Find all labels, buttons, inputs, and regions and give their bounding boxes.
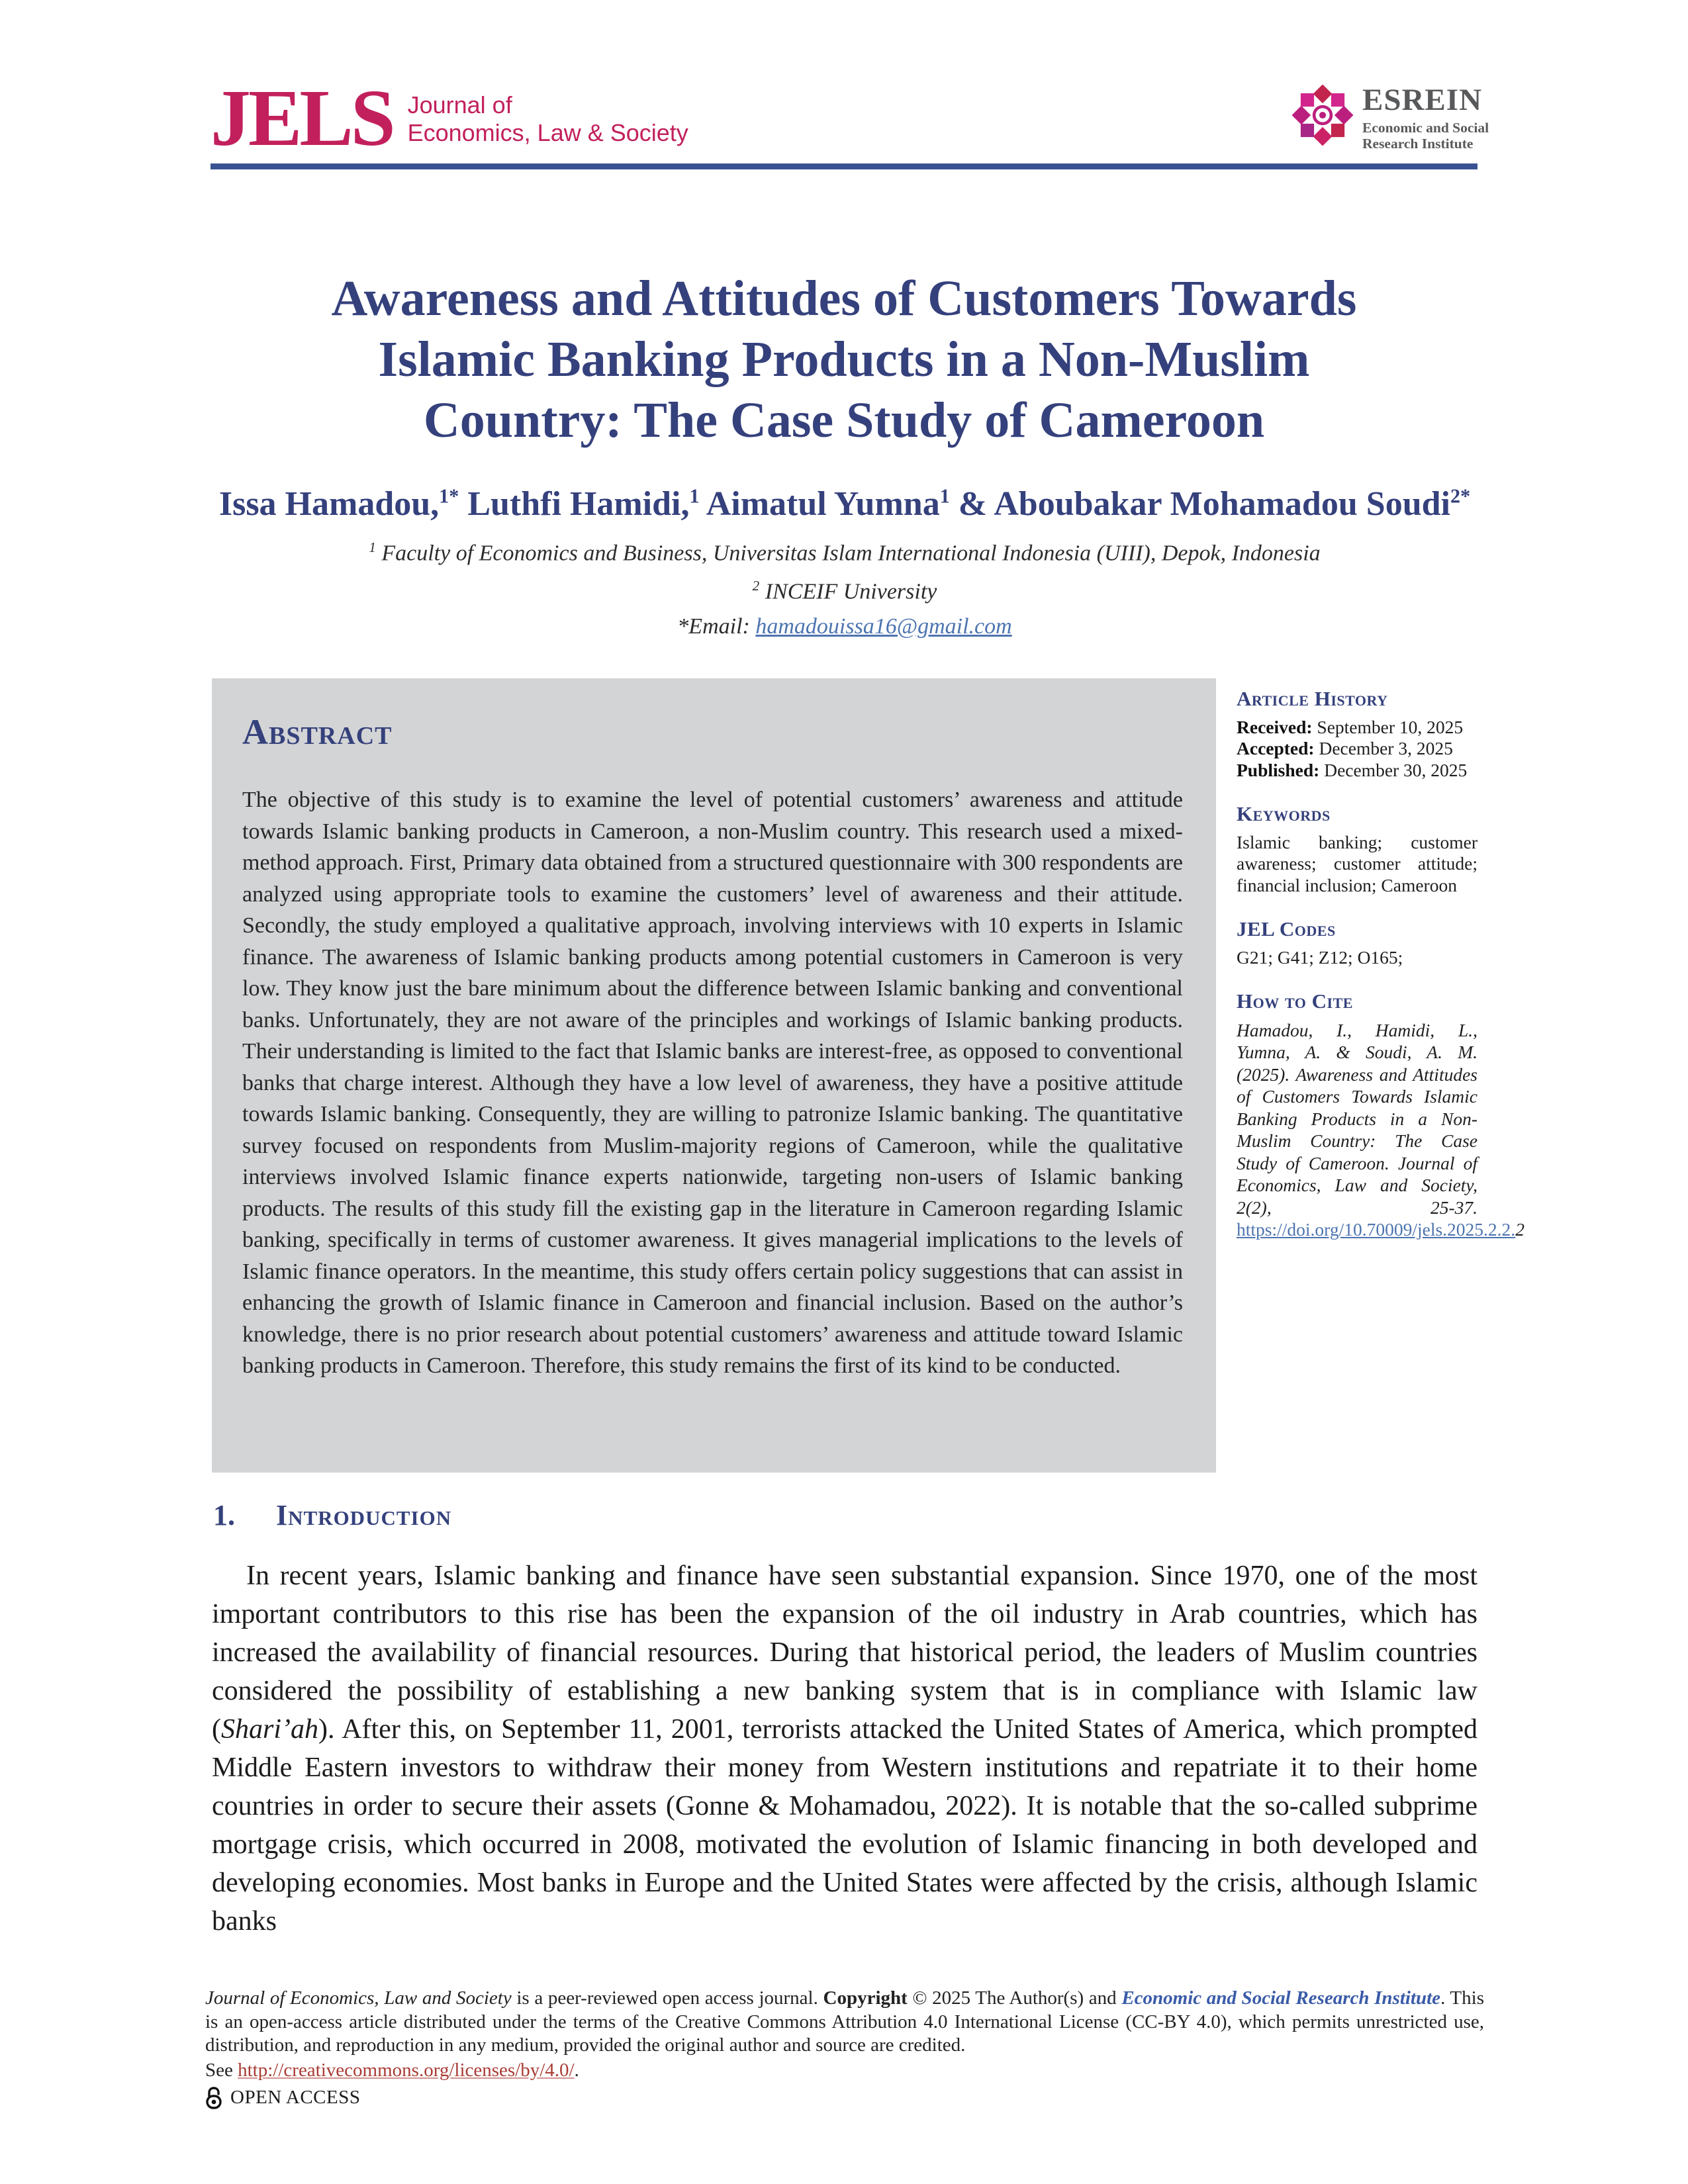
license-line: See http://creativecommons.org/licenses/by/4.0/.: [205, 2059, 579, 2081]
accepted-row: [1237, 738, 1477, 760]
jels-tagline-line1: Journal of: [407, 91, 512, 118]
email-line: [212, 614, 1477, 639]
author-4: & Aboubakar Mohamadou Soudi: [949, 485, 1450, 523]
open-access-label: OPEN ACCESS: [230, 2087, 361, 2108]
author-3-superscript: 1: [939, 484, 950, 508]
author-2-superscript: 1: [689, 484, 700, 508]
jel-codes-heading: JEL Codes: [1237, 917, 1336, 941]
journal-logo-block: [211, 73, 688, 163]
esrein-tagline-line2: Research Institute: [1362, 136, 1474, 152]
open-access-row: [205, 2086, 1484, 2110]
received-value: September 10, 2025: [1312, 716, 1464, 737]
section-1-heading: [213, 1501, 451, 1530]
institute-logo-block: [1292, 85, 1489, 152]
accepted-label: Accepted:: [1237, 738, 1315, 759]
byline-block: [212, 485, 1477, 639]
affiliation-1: $^1$ Faculty of Economics and Business, Universitas Islam International Indonesia (UIII), Depok, Indonesia: [369, 539, 1321, 566]
article-history-section: [1237, 688, 1477, 781]
article-title-line2: Islamic Banking Products in a Non-Muslim: [378, 332, 1310, 387]
abstract-heading: Abstract: [242, 712, 393, 752]
copyright-label: Copyright: [823, 1987, 908, 2009]
jels-tagline-line2: Economics, Law & Society: [407, 119, 688, 147]
author-2: Luthfi Hamidi,: [459, 485, 690, 523]
esrein-name: ESREIN: [1362, 83, 1483, 117]
published-row: [1237, 760, 1477, 782]
affiliation-1-superscript: 1: [369, 539, 376, 556]
citation-text: Hamadou, I., Hamidi, L., Yumna, A. & Soudi, A. M. (2025). Awareness and Attitudes of Customers Towards Islamic Banking Products in a Non-Muslim Country: The Case Study of Cameroon. Journal of Economics, Law and Society, 2(2), 25-37. https://doi.org/10.70009/jels.2025.2.2.2: [1237, 1019, 1524, 1240]
esrein-tagline-line1: Economic and Social: [1362, 120, 1489, 136]
article-title-line3: Country: The Case Study of Cameroon: [423, 392, 1265, 448]
article-title: [215, 268, 1473, 451]
author-1: Issa Hamadou,: [218, 485, 440, 523]
section-label: Introduction: [276, 1499, 452, 1531]
jel-codes-section: [1237, 919, 1477, 968]
page-footer: [205, 1987, 1484, 2110]
article-title-line1: Awareness and Attitudes of Customers Towards: [331, 271, 1357, 326]
keywords-section: [1237, 803, 1477, 896]
how-to-cite-heading: How to Cite: [1237, 989, 1353, 1013]
author-4-superscript: 2*: [1450, 484, 1471, 508]
copyright-notice: Journal of Economics, Law and Society is a peer-reviewed open access journal. Copyright © 2025 The Author(s) and Economic and Social Research Institute. This is an open-access article distributed under the terms of the Creative Commons Attribution 4.0 International License (CC-BY 4.0), which permits unrestricted use, distribution, and reproduction in any medium, provided the original author and source are credited.: [205, 1987, 1484, 2056]
abstract-text: The objective of this study is to examine the level of potential customers’ awareness and attitude towards Islamic banking products in Cameroon, a non-Muslim country. This research used a mixed-method approach. First, Primary data obtained from a structured questionnaire with 300 respondents are analyzed using appropriate tools to examine the customers’ level of awareness and their attitude. Secondly, the study employed a qualitative approach, involving interviews with 10 experts in Islamic finance. The awareness of Islamic banking products among potential customers in Cameroon is very low. They know just the bare minimum about the difference between Islamic banking and conventional banks. Unfortunately, they are not aware of the principles and workings of Islamic banking products. Their understanding is limited to the fact that Islamic banks are interest-free, as opposed to conventional banks that charge interest. Although they have a low level of awareness, they have a positive attitude towards Islamic banking. Consequently, they are willing to patronize Islamic banking. The quantitative survey focused on respondents from Muslim-majority regions of Cameroon, while the qualitative interviews involved Islamic finance experts nationwide, targeting non-users of Islamic banking products. The results of this study fill the existing gap in the literature in Cameroon regarding Islamic banking, specifically in terms of customer awareness. It gives managerial implications to the levels of Islamic finance operators. In the meantime, this study offers certain policy suggestions that can assist in enhancing the growth of Islamic finance in Cameroon and financial inclusion. Based on the author’s knowledge, there is no prior research about potential customers’ awareness and attitude toward Islamic banking products in Cameroon. Therefore, this study remains the first of its kind to be conducted.: [242, 788, 1183, 1378]
header-divider: [211, 163, 1477, 169]
article-history-heading: Article History: [1237, 687, 1388, 710]
institute-link[interactable]: Economic and Social Research Institute: [1121, 1987, 1441, 2009]
keywords-text: Islamic banking; customer awareness; customer attitude; financial inclusion; Cameroon: [1237, 831, 1477, 895]
received-row: [1237, 717, 1477, 739]
jels-logo: JELS: [211, 73, 393, 163]
keywords-heading: Keywords: [1237, 802, 1331, 826]
email-label: *Email:: [677, 614, 756, 639]
esrein-text-block: [1362, 85, 1489, 152]
doi-link[interactable]: https://doi.org/10.70009/jels.2025.2.2.: [1237, 1219, 1516, 1240]
received-label: Received:: [1237, 716, 1313, 737]
article-info-sidebar: [1237, 687, 1524, 1263]
email-link[interactable]: hamadouissa16@gmail.com: [755, 614, 1012, 639]
jels-tagline: [408, 91, 688, 148]
esrein-tagline: [1362, 120, 1489, 152]
affiliation-2: $^2$ INCEIF University: [752, 578, 937, 604]
published-value: December 30, 2025: [1319, 759, 1468, 780]
accepted-value: December 3, 2025: [1314, 738, 1453, 759]
abstract-box: [212, 678, 1216, 1473]
journal-name-italic: Journal of Economics, Law and Society: [205, 1987, 512, 2009]
introduction-paragraph: In recent years, Islamic banking and finance have seen substantial expansion. Since 1970, one of the most important contributors to this rise has been the expansion of the oil industry in Arab countries, which has increased the availability of financial resources. During that historical period, the leaders of Muslim countries considered the possibility of establishing a new banking system that is in compliance with Islamic law (Shari’ah). After this, on September 11, 2001, terrorists attacked the United States of America, which prompted Middle Eastern investors to withdraw their money from Western institutions and repatriate it to their home countries in order to secure their assets (Gonne & Mohamadou, 2022). It is notable that the so-called subprime mortgage crisis, which occurred in 2008, motivated the evolution of Islamic financing in both developed and developing economies. Most banks in Europe and the United States were affected by the crisis, although Islamic banks: [212, 1561, 1477, 1936]
author-list: [212, 485, 1477, 523]
how-to-cite-section: [1237, 989, 1524, 1241]
creative-commons-link[interactable]: http://creativecommons.org/licenses/by/4.0/: [238, 2059, 575, 2081]
affiliation-2-superscript: 2: [752, 578, 760, 594]
author-3: Aimatul Yumna: [699, 485, 940, 523]
esrein-flower-icon: [1292, 85, 1353, 149]
section-number: 1.: [213, 1499, 235, 1531]
open-access-lock-icon: [205, 2087, 222, 2109]
shariah-italic-term: Shari’ah: [221, 1714, 318, 1745]
published-label: Published:: [1237, 759, 1320, 780]
author-1-superscript: 1*: [439, 484, 459, 508]
citation-suffix: 2: [1515, 1219, 1524, 1240]
jel-codes-text: G21; G41; Z12; O165;: [1237, 946, 1403, 968]
